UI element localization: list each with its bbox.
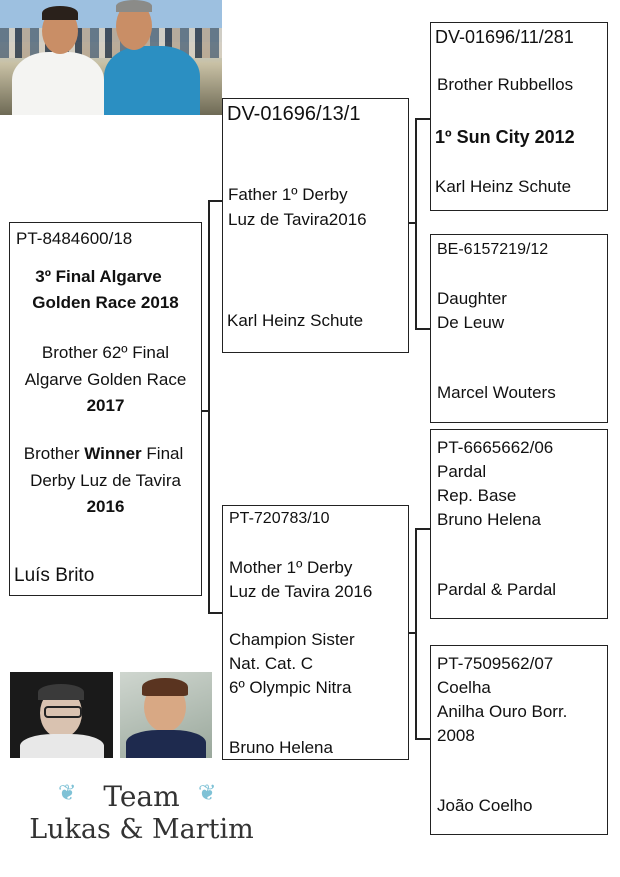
dam-line2: Luz de Tavira 2016 xyxy=(229,582,373,601)
subject-line1: 3º Final Algarve xyxy=(35,267,162,286)
dd-line2: Anilha Ouro Borr. xyxy=(437,702,568,721)
ds-line2: Rep. Base xyxy=(437,486,517,505)
ss-ring: DV-01696/11/281 xyxy=(435,27,574,47)
dam-dam-card xyxy=(430,645,608,835)
subject-line6 xyxy=(6,444,201,464)
ss-line2: 1º Sun City 2012 xyxy=(435,127,575,147)
connector-line xyxy=(415,738,430,740)
dd-line3: 2008 xyxy=(437,726,475,745)
sire-line2: Luz de Tavira2016 xyxy=(228,210,367,229)
subject-line6-post: Final xyxy=(141,444,184,463)
subject-line6-pre: Brother xyxy=(23,444,85,463)
dove-icon: ❦ xyxy=(58,780,77,805)
connector-line xyxy=(415,528,430,530)
dam-ring: PT-720783/10 xyxy=(229,510,330,527)
sire-line1: Father 1º Derby xyxy=(228,185,348,204)
subject-card xyxy=(9,222,202,596)
dd-breeder: João Coelho xyxy=(437,796,533,815)
owners-photo xyxy=(0,0,222,115)
dam-line5: 6º Olympic Nitra xyxy=(229,678,352,697)
connector-line xyxy=(208,200,210,613)
sd-line2: De Leuw xyxy=(437,313,505,332)
dove-icon: ❦ xyxy=(198,780,217,805)
subject-line8: 2016 xyxy=(86,497,125,516)
connector-line xyxy=(415,328,430,330)
subject-line5: 2017 xyxy=(86,396,125,415)
kid-photo-1 xyxy=(10,672,113,758)
ds-breeder: Pardal & Pardal xyxy=(437,580,557,599)
dam-line4: Nat. Cat. C xyxy=(229,654,314,673)
dd-ring: PT-7509562/07 xyxy=(437,654,554,673)
connector-line xyxy=(208,612,222,614)
sd-ring: BE-6157219/12 xyxy=(437,241,549,258)
connector-line xyxy=(415,528,417,740)
sire-dam-card xyxy=(430,234,608,423)
team-logo-line2: Lukas & Martim xyxy=(29,814,254,845)
sd-line1: Daughter xyxy=(437,289,507,308)
connector-line xyxy=(415,118,417,330)
sire-breeder: Karl Heinz Schute xyxy=(227,311,364,330)
dam-line1: Mother 1º Derby xyxy=(229,558,353,577)
sire-ring: DV-01696/13/1 xyxy=(227,103,361,125)
subject-breeder: Luís Brito xyxy=(14,565,95,586)
ss-line1: Brother Rubbellos xyxy=(437,75,574,94)
dam-card xyxy=(222,505,409,760)
team-logo-line1: Team xyxy=(103,780,180,813)
sd-breeder: Marcel Wouters xyxy=(437,383,556,402)
subject-line7: Derby Luz de Tavira xyxy=(30,471,181,490)
ss-breeder: Karl Heinz Schute xyxy=(435,177,572,196)
subject-ring: PT-8484600/18 xyxy=(16,229,133,248)
kid-photo-2 xyxy=(120,672,212,758)
subject-line4: Algarve Golden Race xyxy=(24,370,187,389)
sire-card xyxy=(222,98,409,353)
dam-sire-card xyxy=(430,429,608,619)
subject-line6-bold: Winner xyxy=(84,444,142,463)
ds-ring: PT-6665662/06 xyxy=(437,438,554,457)
dd-line1: Coelha xyxy=(437,678,491,697)
dam-line3: Champion Sister xyxy=(229,630,355,649)
subject-line3: Brother 62º Final xyxy=(41,343,170,362)
dam-breeder: Bruno Helena xyxy=(229,738,333,757)
subject-line2: Golden Race 2018 xyxy=(32,293,179,312)
ds-line1: Pardal xyxy=(437,462,487,481)
sire-sire-card xyxy=(430,22,608,211)
connector-line xyxy=(208,200,222,202)
connector-line xyxy=(415,118,430,120)
ds-line3: Bruno Helena xyxy=(437,510,541,529)
